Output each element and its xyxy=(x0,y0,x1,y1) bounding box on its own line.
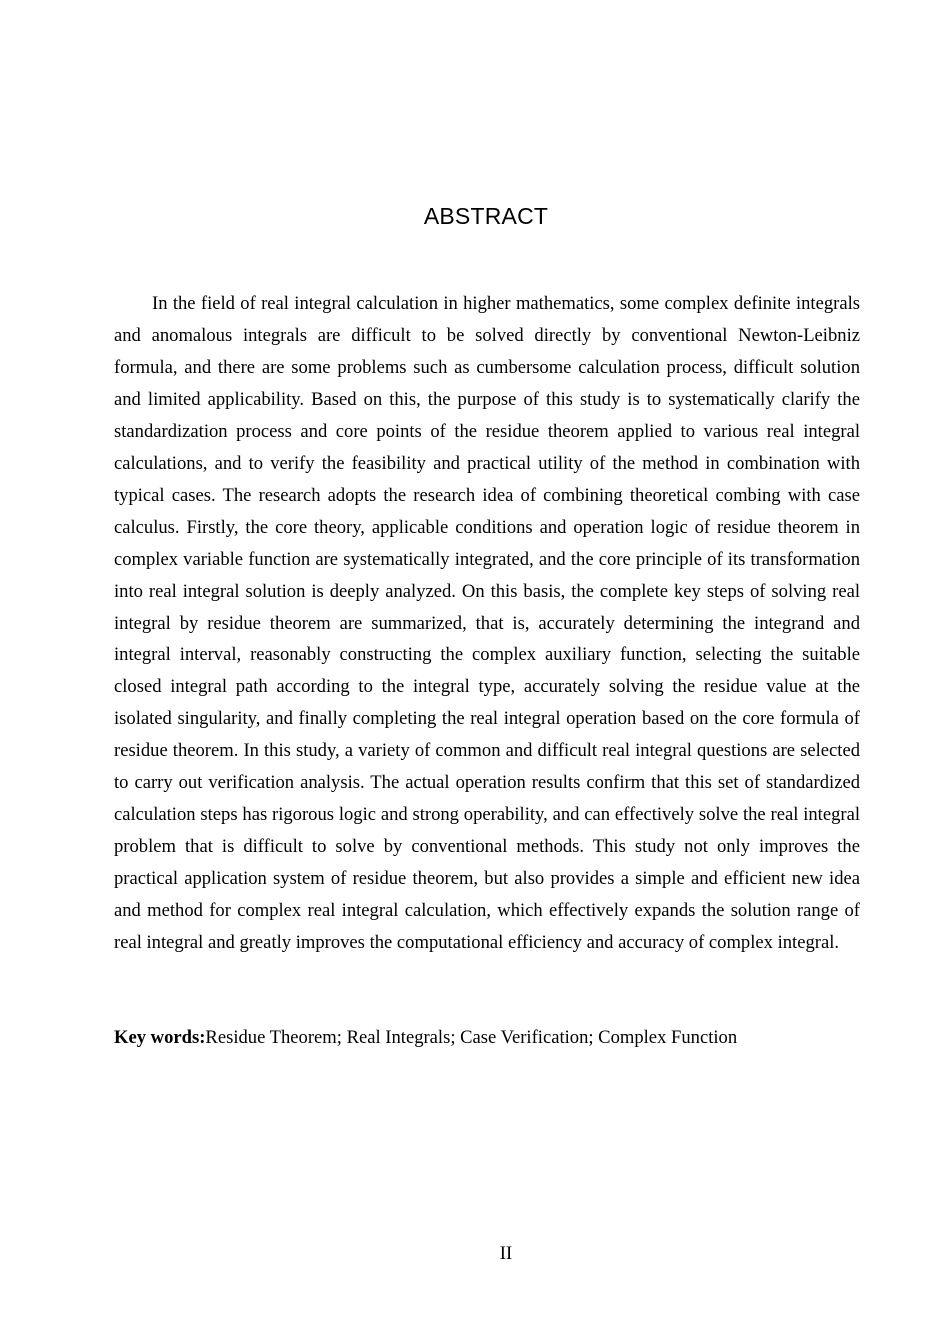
page-number: II xyxy=(499,1243,513,1264)
keywords-label: Key words: xyxy=(114,1027,206,1048)
abstract-paragraph: In the field of real integral calculation in higher mathematics, some complex definite integrals and anomalous integrals are difficult to be solved directly by conventional Newton-Leibniz formula, and there are some problems such as cumbersome calculation process, difficult solution and limited applicability. Based on this, the purpose of this study is to systematically clarify the standardization process and core points of the residue theorem applied to various real integral calculations, and to verify the feasibility and practical utility of the method in combination with typical cases. The research adopts the research idea of combining theoretical combing with case calculus. Firstly, the core theory, applicable conditions and operation logic of residue theorem in complex variable function are systematically integrated, and the core principle of its transformation into real integral solution is deeply analyzed. On this basis, the complete key steps of solving real integral by residue theorem are summarized, that is, accurately determining the integrand and integral interval, reasonably constructing the complex auxiliary function, selecting the suitable closed integral path according to the integral type, accurately solving the residue value at the isolated singularity, and finally completing the real integral operation based on the core formula of residue theorem. In this study, a variety of common and difficult real integral questions are selected to carry out verification analysis. The actual operation results confirm that this set of standardized calculation steps has rigorous logic and strong operability, and can effectively solve the real integral problem that is difficult to solve by conventional methods. This study not only improves the practical application system of residue theorem, but also provides a simple and efficient new idea and method for complex real integral calculation, which effectively expands the solution range of real integral and greatly improves the computational efficiency and accuracy of complex integral. xyxy=(114,293,860,954)
keywords-value: Residue Theorem; Real Integrals; Case Verification; Complex Function xyxy=(205,1027,738,1048)
keywords-line xyxy=(114,1022,860,1054)
abstract-title: ABSTRACT xyxy=(423,203,549,229)
